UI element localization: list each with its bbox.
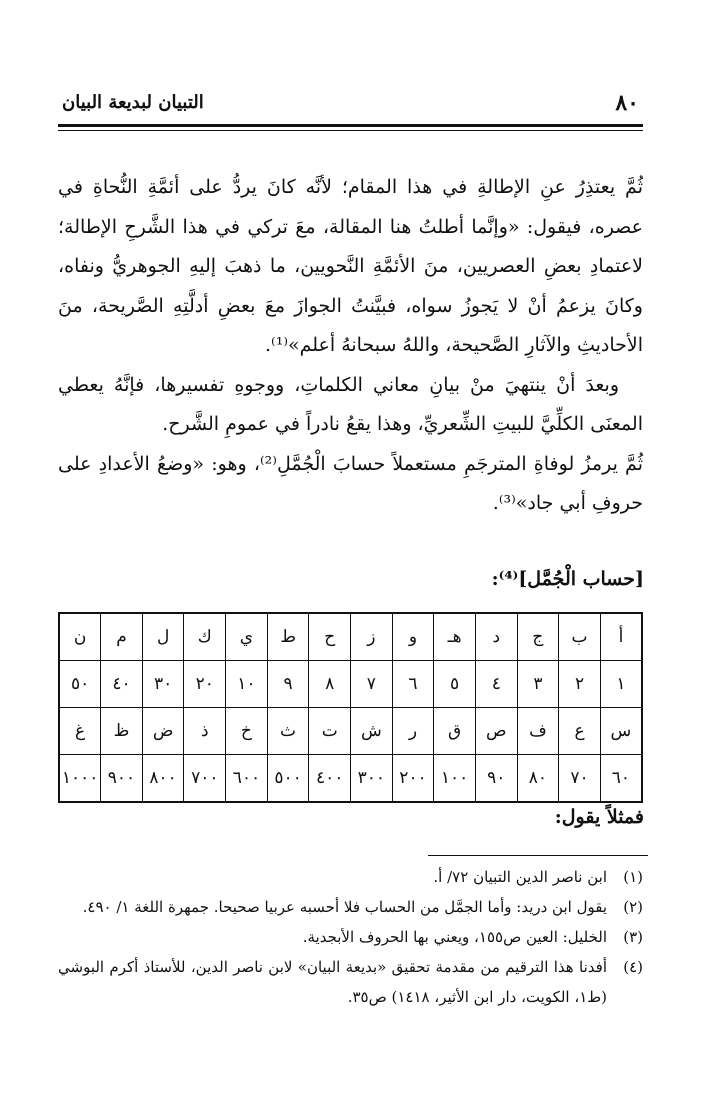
value-cell: ٣٠ [142, 661, 184, 708]
letter-cell: ق [434, 708, 476, 755]
footnote [58, 922, 643, 952]
value-cell: ١ [600, 661, 642, 708]
value-cell: ٢٠ [184, 661, 226, 708]
value-cell: ٨٠٠ [142, 755, 184, 803]
letter-cell: هـ [434, 613, 476, 661]
paragraph: وبعدَ أنْ ينتهيَ منْ بيانِ معاني الكلماتِ، ووجوهِ تفسيرها، فإنَّهُ يعطي المعنَى الكلِّيَّ للبيتِ الشِّعريِّ، وهذا يقعُ نادراً في عمومِ الشَّرح. [58, 373, 643, 435]
value-cell: ١٠٠٠ [59, 755, 101, 803]
footnote-text: يقول ابن دريد: وأما الجمَّل من الحساب فلا أحسبه عربيا صحيحا. جمهرة اللغة ١/ ٤٩٠. [82, 898, 607, 916]
footnote-number: (٤) [623, 958, 643, 976]
letter-cell: ع [559, 708, 601, 755]
letter-cell: ت [309, 708, 351, 755]
footnotes [58, 862, 643, 1012]
value-cell: ٩٠ [475, 755, 517, 803]
value-cell: ٤٠ [101, 661, 143, 708]
value-cell: ٣٠٠ [351, 755, 393, 803]
table-row [59, 755, 642, 803]
letter-cell: ش [351, 708, 393, 755]
value-cell: ٥ [434, 661, 476, 708]
value-cell: ٢٠٠ [392, 755, 434, 803]
value-cell: ٩ [267, 661, 309, 708]
value-cell: ٤ [475, 661, 517, 708]
letter-cell: ر [392, 708, 434, 755]
letter-cell: ج [517, 613, 559, 661]
letter-cell: ك [184, 613, 226, 661]
value-cell: ٤٠٠ [309, 755, 351, 803]
value-cell: ٦٠٠ [226, 755, 268, 803]
letter-cell: م [101, 613, 143, 661]
letter-cell: س [600, 708, 642, 755]
running-title: التبيان لبديعة البيان [62, 92, 204, 113]
letter-cell: ن [59, 613, 101, 661]
value-cell: ١٠٠ [434, 755, 476, 803]
letter-cell: ب [559, 613, 601, 661]
letter-cell: ذ [184, 708, 226, 755]
table-row [59, 661, 642, 708]
value-cell: ٢ [559, 661, 601, 708]
letter-cell: ض [142, 708, 184, 755]
letter-cell: غ [59, 708, 101, 755]
footnote-number: (٣) [623, 928, 643, 946]
footnote-number: (١) [623, 868, 643, 886]
footnote-text: الخليل: العين ص١٥٥، ويعني بها الحروف الأبجدية. [302, 928, 607, 946]
letter-cell: ط [267, 613, 309, 661]
value-cell: ٦ [392, 661, 434, 708]
value-cell: ٧٠ [559, 755, 601, 803]
footnote-number: (٢) [623, 898, 643, 916]
page-header [58, 88, 643, 120]
letter-cell: خ [226, 708, 268, 755]
footnote-text: أفدنا هذا الترقيم من مقدمة تحقيق «بديعة البيان» لابن ناصر الدين، للأستاذ أكرم البوشي (ط١، الكويت، دار ابن الأثير، ١٤١٨) ص٣٥. [58, 958, 607, 1006]
page-number: ٨٠ [615, 90, 639, 116]
paragraph: ثُمَّ يرمزُ لوفاةِ المترجَمِ مستعملاً حسابَ الْجُمَّلِ⁽²⁾، وهو: «وضعُ الأعدادِ على حروفِ أبي جاد»⁽³⁾. [58, 452, 643, 514]
letter-cell: ث [267, 708, 309, 755]
header-rule-thin [58, 130, 643, 131]
paragraph: ثُمَّ يعتذِرُ عنِ الإطالةِ في هذا المقام؛ لأنَّه كانَ يردُّ على أئمَّةِ النُّحاةِ في عصره، فيقول: «وإنَّما أطلتُ هنا المقالة، معَ تركي في هذا الشَّرحِ الإطالة؛ لاعتمادِ بعضِ العصريين، منَ الأئمَّةِ النَّحويين، ما ذهبَ إليهِ الجوهريُّ ونفاه، وكانَ يزعمُ أنْ لا يَجوزُ سواه، فبيَّنتُ الجوازَ معَ بعضِ أدلَّتِهِ الصَّريحة، منَ الأحاديثِ والآثارِ الصَّحيحة، واللهُ سبحانهُ أعلم»⁽¹⁾. [58, 176, 643, 356]
footnote-rule [428, 855, 648, 856]
letter-cell: ل [142, 613, 184, 661]
value-cell: ٩٠٠ [101, 755, 143, 803]
letter-cell: د [475, 613, 517, 661]
table-title: [حساب الْجُمَّل]⁽⁴⁾: [491, 568, 644, 590]
footnote [58, 952, 643, 1012]
letter-cell: ح [309, 613, 351, 661]
value-cell: ٥٠ [59, 661, 101, 708]
value-cell: ٧٠٠ [184, 755, 226, 803]
jummal-table [58, 612, 643, 803]
value-cell: ١٠ [226, 661, 268, 708]
letter-cell: أ [600, 613, 642, 661]
footnote [58, 862, 643, 892]
letter-cell: ي [226, 613, 268, 661]
letter-cell: ص [475, 708, 517, 755]
value-cell: ٦٠ [600, 755, 642, 803]
value-cell: ٨٠ [517, 755, 559, 803]
value-cell: ٧ [351, 661, 393, 708]
value-cell: ٥٠٠ [267, 755, 309, 803]
value-cell: ٨ [309, 661, 351, 708]
header-rule-thick [58, 124, 643, 127]
letter-cell: ظ [101, 708, 143, 755]
table-row [59, 708, 642, 755]
letter-cell: ز [351, 613, 393, 661]
letter-cell: و [392, 613, 434, 661]
letter-cell: ف [517, 708, 559, 755]
value-cell: ٣ [517, 661, 559, 708]
footnote-text: ابن ناصر الدين التبيان ٧٢/ أ. [433, 868, 607, 886]
body-text [58, 168, 643, 524]
example-lead: فمثلاً يقول: [554, 806, 644, 828]
footnote [58, 892, 643, 922]
table-row [59, 613, 642, 661]
